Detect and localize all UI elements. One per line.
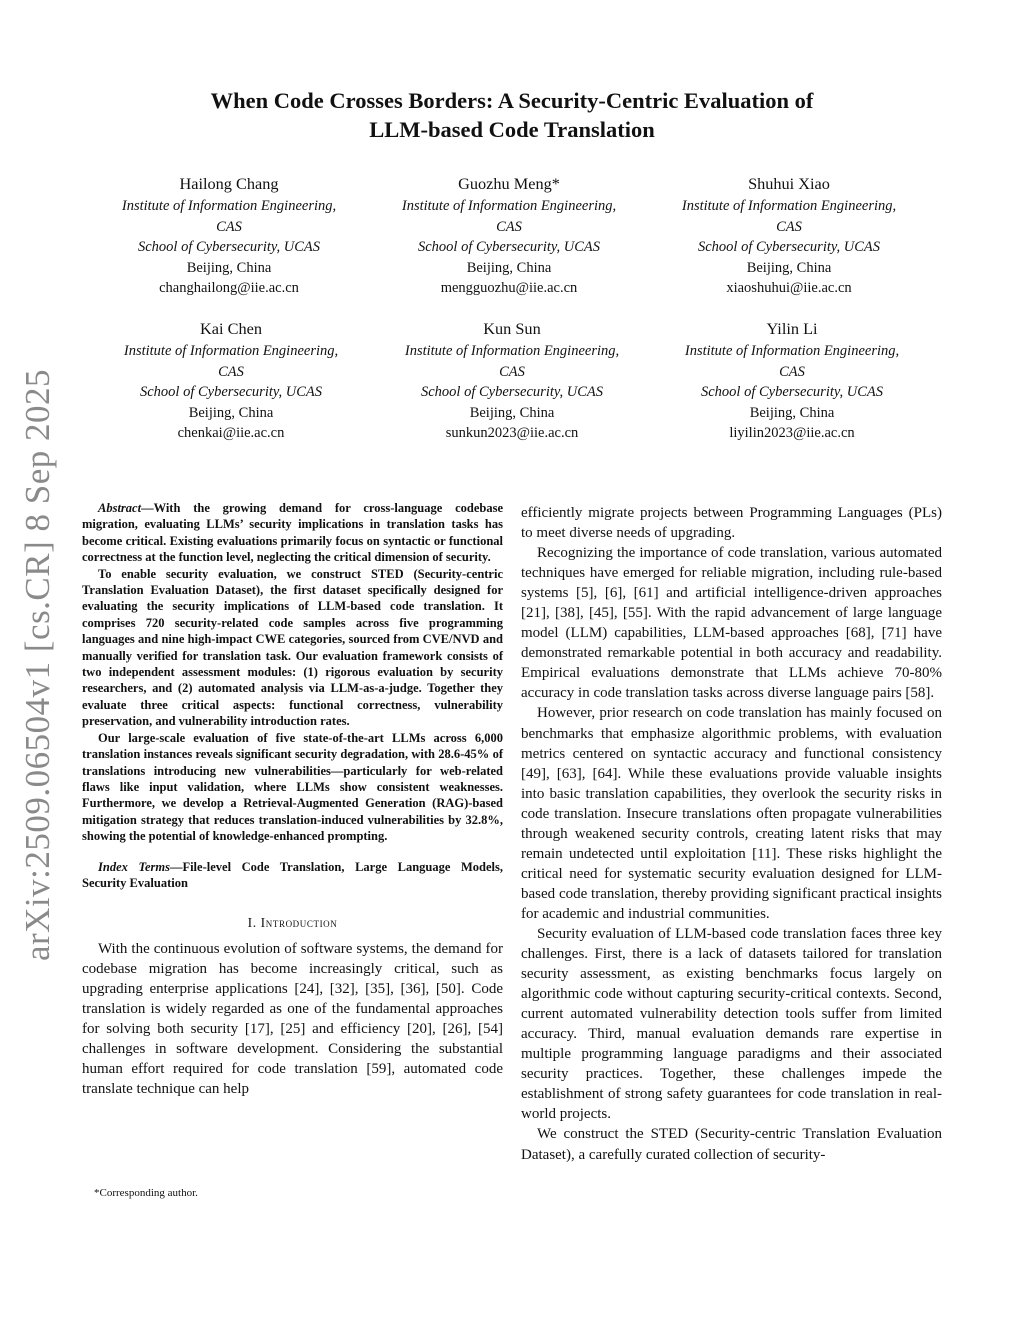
- author-name: Kun Sun: [483, 319, 541, 338]
- abstract-paragraph: Our large-scale evaluation of five state-of-the-art LLMs across 6,000 translation instances reveals significant security degradation, with 28.6-45% of translations introducing new vulnerabilities—particularly for web-related flaws like input validation, where LLMs show consistent weaknesses. Furthermore, we develop a Retrieval-Augmented Generation (RAG)-based mitigation strategy that reduces translation-induced vulnerabilities by 32.8%, showing the potential of knowledge-enhanced prompting.: [82, 730, 503, 844]
- right-column: [521, 503, 942, 1165]
- author-affiliation: School of Cybersecurity, UCAS: [700, 384, 884, 401]
- author-affiliation: CAS: [776, 218, 802, 235]
- author-affiliation: School of Cybersecurity, UCAS: [137, 239, 321, 256]
- author-email: liyilin2023@iie.ac.cn: [729, 425, 855, 442]
- index-terms-lead: Index Terms: [98, 859, 170, 874]
- author-block: [644, 172, 934, 299]
- section-heading: I. Introduction: [247, 915, 338, 931]
- author-location: Beijing, China: [188, 404, 274, 421]
- author-affiliation: School of Cybersecurity, UCAS: [417, 239, 601, 256]
- author-location: Beijing, China: [746, 259, 832, 276]
- arxiv-identifier-text: arXiv:2509.06504v1 [cs.CR] 8 Sep 2025: [18, 368, 58, 962]
- author-name: Shuhui Xiao: [748, 174, 830, 193]
- author-email: chenkai@iie.ac.cn: [177, 425, 285, 442]
- author-name: Guozhu Meng*: [458, 174, 560, 193]
- abstract-paragraph: [82, 500, 503, 566]
- body-paragraph: However, prior research on code translation has mainly focused on benchmarks that emphasize algorithmic problems, with evaluation metrics centered on syntactic accuracy and functional consistency [49], [63], [64]. While these evaluations provide valuable insights into basic translation capabilities, they overlook the security risks in code translation. Insecure translations often propagate vulnerabilities through weakened security controls, creating latent risks that may remain undetected until exploitation [11]. These risks highlight the critical need for systematic security evaluation designed for LLM-based code translation, thereby providing significant practical insights for academic and industrial communities.: [521, 705, 942, 922]
- author-affiliation: CAS: [216, 218, 242, 235]
- author-email: sunkun2023@iie.ac.cn: [445, 425, 579, 442]
- author-location: Beijing, China: [466, 259, 552, 276]
- abstract: [82, 500, 503, 845]
- body-paragraph: efficiently migrate projects between Programming Languages (PLs) to meet diverse needs of upgrading.: [521, 505, 942, 542]
- introduction-body: [82, 939, 503, 1099]
- author-email: xiaoshuhui@iie.ac.cn: [726, 280, 852, 297]
- author-location: Beijing, China: [749, 404, 835, 421]
- author-block: [364, 172, 654, 299]
- abstract-paragraph: To enable security evaluation, we construct STED (Security-centric Translation Evaluation Dataset), the first dataset specifically designed for evaluating the security implications of LLM-based code translation. It comprises 720 security-related code samples across five programming languages and nine high-impact CWE categories, sourced from CVE/NVD and manually verified for translation task. Our evaluation framework consists of two independent assessment modules: (1) rigorous evaluation by security researchers, and (2) automated analysis via LLM-as-a-judge. Together they evaluate three critical aspects: functional correctness, vulnerability preservation, and vulnerability introduction rates.: [82, 566, 503, 729]
- body-paragraph: With the continuous evolution of software systems, the demand for codebase migration has become increasingly critical, such as upgrading enterprise applications [24], [32], [35], [36], [50]. Code translation is widely regarded as one of the fundamental approaches for solving both security [17], [25] and efficiency [20], [26], [54] challenges in software development. Considering the substantial human effort required for code translation [59], automated code translate technique can help: [82, 941, 503, 1098]
- abstract-text: —With the growing demand for cross-language codebase migration, evaluating LLMs’ security implications in translation tasks has become critical. Existing evaluations primarily focus on syntactic or functional correctness at the function level, neglecting the critical dimension of security.: [82, 501, 503, 565]
- paper-title-line-2: LLM-based Code Translation: [369, 117, 655, 142]
- author-affiliation: CAS: [218, 363, 244, 380]
- arxiv-identifier: [16, 368, 60, 962]
- author-affiliation: Institute of Information Engineering,: [401, 198, 617, 214]
- author-block: [84, 172, 374, 299]
- author-affiliation: School of Cybersecurity, UCAS: [139, 384, 323, 401]
- left-column: [82, 500, 503, 1099]
- author-affiliation: Institute of Information Engineering,: [123, 343, 339, 359]
- author-affiliation: CAS: [499, 363, 525, 380]
- footnote: *Corresponding author.: [94, 1187, 198, 1199]
- author-affiliation: Institute of Information Engineering,: [404, 343, 620, 359]
- body-paragraph: Security evaluation of LLM-based code translation faces three key challenges. First, there is a lack of datasets tailored for translation security assessment, as existing benchmarks focus largely on algorithmic code without capturing security-critical contexts. Second, current automated vulnerability detection tools suffer from limited accuracy. Third, manual evaluation demands rare expertise in multiple programming language paradigms and their associated security practices. Together, these challenges impede the establishment of strong safety guarantees for code translation in real-world projects.: [521, 925, 942, 1123]
- body-paragraph: We construct the STED (Security-centric Translation Evaluation Dataset), a carefully curated collection of security-: [521, 1126, 942, 1163]
- author-affiliation: Institute of Information Engineering,: [681, 198, 897, 214]
- author-affiliation: CAS: [779, 363, 805, 380]
- author-affiliation: Institute of Information Engineering,: [684, 343, 900, 359]
- body-paragraph: Recognizing the importance of code translation, various automated techniques have emerged for reliable migration, including rule-based systems [5], [6], [61] and artificial intelligence-driven approaches [21], [38], [45], [55]. With the rapid advancement of large language model (LLM) capabilities, LLM-based approaches [68], [71] have demonstrated remarkable potential in both accuracy and readability. Empirical evaluations demonstrate that LLMs achieve 70-80% accuracy in code translation tasks across diverse language pairs [58].: [521, 545, 942, 702]
- author-affiliation: CAS: [496, 218, 522, 235]
- author-block: [367, 317, 657, 444]
- author-email: mengguozhu@iie.ac.cn: [440, 280, 578, 297]
- author-location: Beijing, China: [186, 259, 272, 276]
- author-affiliation: Institute of Information Engineering,: [121, 198, 337, 214]
- author-block: [647, 317, 937, 444]
- author-name: Yilin Li: [766, 319, 818, 338]
- author-name: Kai Chen: [200, 319, 262, 338]
- author-email: changhailong@iie.ac.cn: [159, 280, 299, 297]
- paper-title: [100, 86, 924, 144]
- paper-title-line-1: When Code Crosses Borders: A Security-Centric Evaluation of: [210, 88, 814, 113]
- author-name: Hailong Chang: [179, 174, 279, 193]
- author-affiliation: School of Cybersecurity, UCAS: [420, 384, 604, 401]
- author-block: [86, 317, 376, 444]
- author-location: Beijing, China: [469, 404, 555, 421]
- author-affiliation: School of Cybersecurity, UCAS: [697, 239, 881, 256]
- index-terms: [82, 859, 503, 892]
- index-terms-text: —File-level Code Translation, Large Language Models, Security Evaluation: [82, 859, 503, 890]
- abstract-lead: Abstract: [98, 501, 142, 515]
